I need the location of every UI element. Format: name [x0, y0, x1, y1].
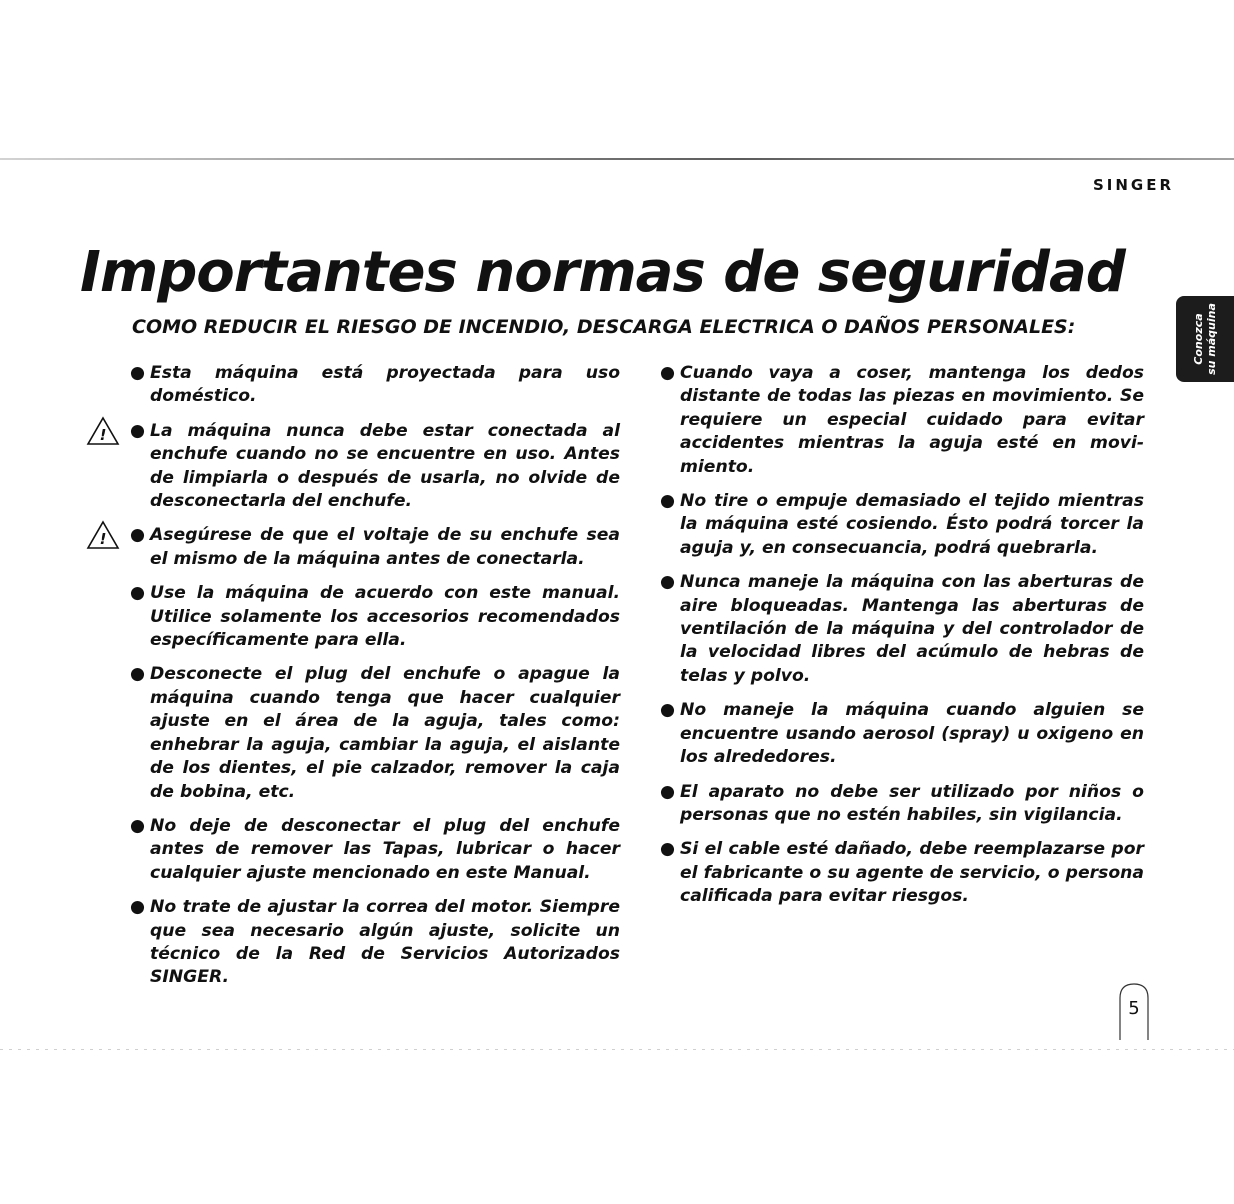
- page-subtitle: COMO REDUCIR EL RIESGO DE INCENDIO, DESCARGA ELECTRICA O DAÑOS PERSONALES:: [132, 316, 1076, 338]
- top-rule: [0, 158, 1234, 160]
- safety-item: [658, 571, 1144, 688]
- safety-item: [658, 781, 1144, 828]
- section-tab[interactable]: [1176, 296, 1234, 382]
- safety-item-warning: [99, 524, 620, 571]
- safety-item: [658, 699, 1144, 769]
- safety-item-text: No trate de ajustar la correa del motor. Siempre que sea necesario algún ajuste, solicite un técnico de la Red de Servicios Autorizados SINGER.: [150, 897, 620, 988]
- safety-item: [658, 362, 1144, 479]
- safety-item-text: Nunca maneje la máquina con las aberturas de aire bloqueadas. Mantenga las aberturas de ventilación de la máquina y del controlador de la velocidad libres del acúmulo de hebras de telas y polvo.: [680, 572, 1144, 686]
- safety-item: [128, 582, 620, 652]
- right-column: [658, 362, 1144, 909]
- safety-item-warning: [99, 420, 620, 514]
- bullet-icon: ●: [660, 572, 675, 593]
- safety-item-text: Si el cable esté dañado, debe reemplazarse por el fabricante o su agente de servicio, o persona calificada para evitar riesgos.: [680, 839, 1144, 907]
- left-column: [99, 362, 620, 990]
- safety-item-text: Cuando vaya a coser, mantenga los dedos distante de todas las piezas en movimiento. Se requiere un especial cuidado para evitar accidentes mientras la aguja esté en movi-miento.: [680, 363, 1144, 477]
- svg-text:!: !: [99, 425, 107, 444]
- safety-item: [128, 896, 620, 990]
- page-title: Importantes normas de seguridad: [80, 240, 1125, 305]
- warning-triangle-icon: [86, 416, 120, 446]
- bullet-icon: ●: [130, 583, 145, 604]
- safety-item: [128, 362, 620, 409]
- safety-item-text: Use la máquina de acuerdo con este manual. Utilice solamente los accesorios recomendados específicamente para ella.: [150, 583, 620, 651]
- safety-item-text: No tire o empuje demasiado el tejido mientras la máquina esté cosiendo. Ésto podrá torcer la aguja y, en consecuancia, podrá quebrarla.: [680, 491, 1144, 558]
- section-tab-label: [1192, 303, 1218, 375]
- bullet-icon: ●: [660, 700, 675, 721]
- safety-item: [658, 490, 1144, 560]
- bullet-icon: ●: [130, 420, 145, 441]
- safety-item-text: Esta máquina está proyectada para uso doméstico.: [150, 363, 620, 407]
- bullet-icon: ●: [130, 815, 145, 836]
- page-number-badge: [1114, 980, 1154, 1042]
- bullet-icon: ●: [660, 363, 675, 383]
- safety-item-text: El aparato no debe ser utilizado por niños o personas que no estén habiles, sin vigilancia.: [680, 781, 1144, 825]
- safety-item: [128, 663, 620, 803]
- bullet-icon: ●: [130, 525, 145, 546]
- bullet-icon: ●: [660, 839, 675, 860]
- svg-text:!: !: [99, 530, 107, 549]
- bullet-icon: ●: [130, 897, 145, 918]
- brand-logo: SINGER: [1092, 176, 1174, 194]
- safety-item: [128, 815, 620, 885]
- bottom-rule: [0, 1049, 1234, 1050]
- safety-item-text: Desconecte el plug del enchufe o apague la máquina cuando tenga que hacer cualquier ajuste en el área de la aguja, tales como: enhebrar la aguja, cambiar la aguja, el aislante de los dientes, el pie calzador, remover la caja de bobina, etc.: [150, 664, 620, 802]
- bullet-icon: ●: [130, 363, 145, 383]
- bullet-icon: ●: [660, 781, 675, 802]
- section-tab-line1: Conozca: [1192, 313, 1205, 365]
- page-number: 5: [1128, 998, 1140, 1019]
- safety-item-text: Asegúrese de que el voltaje de su enchufe sea el mismo de la máquina antes de conectarla.: [150, 525, 620, 569]
- safety-item: [658, 838, 1144, 908]
- safety-item-text: No deje de desconectar el plug del enchufe antes de remover las Tapas, lubricar o hacer cualquier ajuste mencionado en este Manual.: [150, 815, 620, 883]
- warning-triangle-icon: [86, 520, 120, 550]
- bullet-icon: ●: [660, 491, 675, 512]
- safety-item-text: No maneje la máquina cuando alguien se encuentre usando aerosol (spray) u oxigeno en los alrededores.: [680, 700, 1144, 768]
- safety-item-text: La máquina nunca debe estar conectada al enchufe cuando no se encuentre en uso. Antes de limpiarla o después de usarla, no olvide de desconectarla del enchufe.: [150, 420, 620, 512]
- bullet-icon: ●: [130, 664, 145, 685]
- section-tab-line2: su máquina: [1205, 303, 1218, 375]
